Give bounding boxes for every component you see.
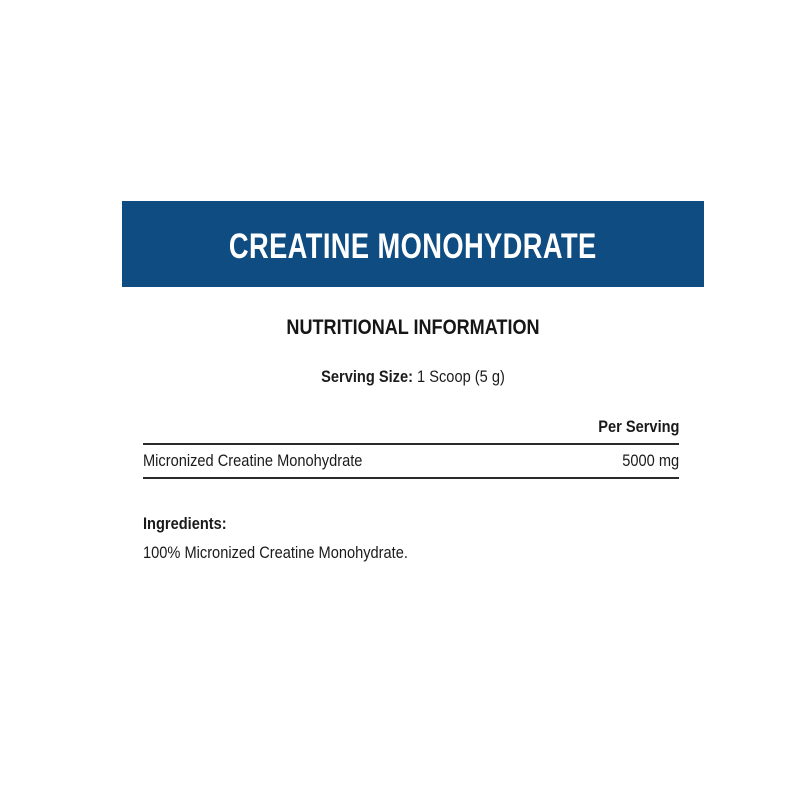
product-title: CREATINE MONOHYDRATE — [229, 227, 597, 266]
serving-size — [163, 367, 664, 387]
ingredients-list: 100% Micronized Creatine Monohydrate. — [143, 543, 408, 562]
serving-size-value: 1 Scoop (5 g) — [417, 367, 505, 386]
nutrient-name: Micronized Creatine Monohydrate — [143, 451, 363, 470]
table-row — [143, 445, 679, 477]
nutrition-table — [143, 415, 679, 479]
per-serving-header: Per Serving — [597, 417, 679, 436]
table-bottom-rule — [143, 477, 679, 479]
table-header — [143, 415, 679, 443]
ingredients-heading: Ingredients: — [143, 514, 227, 533]
serving-size-label: Serving Size: — [321, 367, 413, 386]
nutrition-heading: NUTRITIONAL INFORMATION — [286, 316, 540, 339]
nutrient-amount: 5000 mg — [622, 451, 679, 470]
product-banner — [122, 201, 704, 287]
supplement-label — [122, 201, 704, 593]
